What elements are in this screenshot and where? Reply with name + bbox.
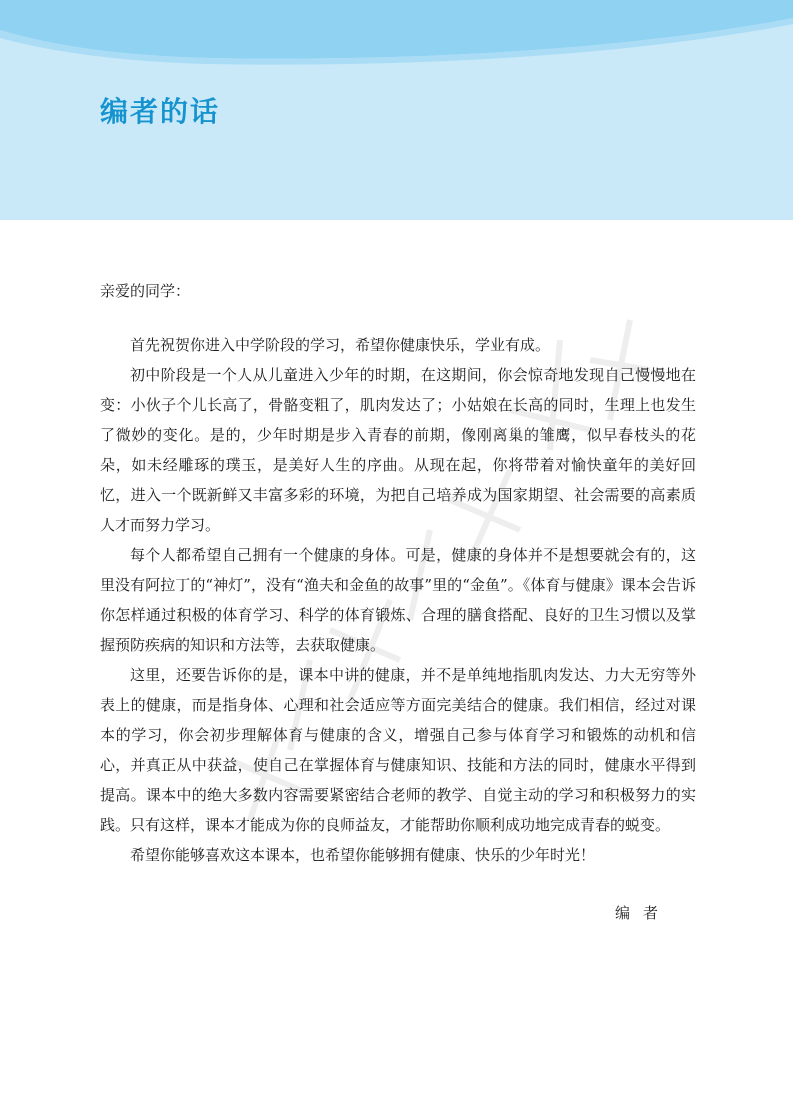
letter-paragraph: 首先祝贺你进入中学阶段的学习，希望你健康快乐，学业有成。 <box>130 336 551 354</box>
letter-body <box>100 276 696 870</box>
header-wave-decoration <box>0 0 793 80</box>
letter-paragraph: 每个人都希望自己拥有一个健康的身体。可是，健康的身体并不是想要就会有的，这里没有阿拉丁的“神灯”，没有“渔夫和金鱼的故事”里的“金鱼”。《体育与健康》课本会告诉你怎样通过积极的体育学习、科学的体育锻炼、合理的膳食搭配、良好的卫生习惯以及掌握预防疾病的知识和方法等，去获取健康。 <box>100 546 696 654</box>
letter-signature: 编者 <box>615 904 672 922</box>
letter-paragraph: 这里，还要告诉你的是，课本中讲的健康，并不是单纯地指肌肉发达、力大无穷等外表上的健康，而是指身体、心理和社会适应等方面完美结合的健康。我们相信，经过对课本的学习，你会初步理解体育与健康的含义，增强自己参与体育学习和锻炼的动机和信心，并真正从中获益，使自己在掌握体育与健康知识、技能和方法的同时，健康水平得到提高。课本中的绝大多数内容需要紧密结合老师的教学、自觉主动的学习和积极努力的实践。只有这样，课本才能成为你的良师益友，才能帮助你顺利成功地完成青春的蜕变。 <box>100 666 696 834</box>
letter-salutation: 亲爱的同学： <box>100 282 191 300</box>
letter-paragraph: 希望你能够喜欢这本课本，也希望你能够拥有健康、快乐的少年时光！ <box>130 846 596 864</box>
header-band <box>0 0 793 220</box>
letter-paragraph: 初中阶段是一个人从儿童进入少年的时期，在这期间，你会惊奇地发现自己慢慢地在变：小伙子个儿长高了，骨骼变粗了，肌肉发达了；小姑娘在长高的同时，生理上也发生了微妙的变化。是的，少年时期是步入青春的前期，像刚离巢的雏鹰，似早春枝头的花朵，如未经雕琢的璞玉，是美好人生的序曲。从现在起，你将带着对愉快童年的美好回忆，进入一个既新鲜又丰富多彩的环境，为把自己培养成为国家期望、社会需要的高素质人才而努力学习。 <box>100 366 696 534</box>
page-title: 编者的话 <box>100 95 221 128</box>
